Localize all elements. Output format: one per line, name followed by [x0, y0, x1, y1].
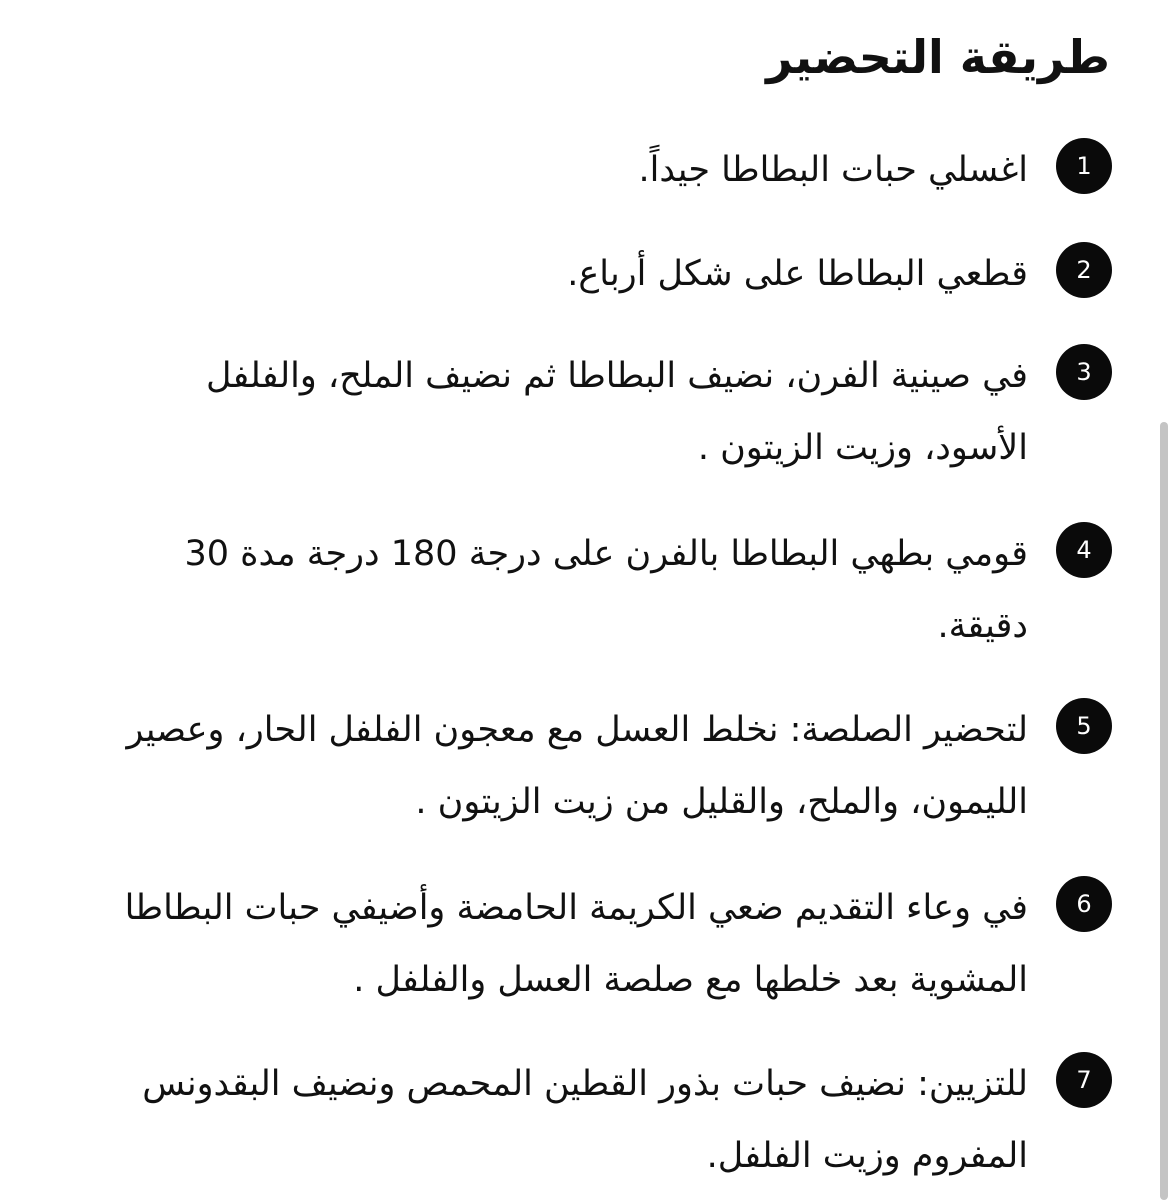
step-text: قومي بطهي البطاطا بالفرن على درجة 180 درجة مدة 30 دقيقة. — [184, 534, 1028, 646]
step-text: اغسلي حبات البطاطا جيداً. — [638, 150, 1028, 190]
step-number-badge: 2 — [1056, 242, 1112, 298]
step-number-badge: 7 — [1056, 1052, 1112, 1108]
step-number-badge: 3 — [1056, 344, 1112, 400]
step-number-badge: 4 — [1056, 522, 1112, 578]
step-text: في وعاء التقديم ضعي الكريمة الحامضة وأضيفي حبات البطاطا المشوية بعد خلطها مع صلصة العسل والفلفل . — [124, 888, 1028, 1000]
step-text: قطعي البطاطا على شكل أرباع. — [567, 254, 1028, 294]
step-number-badge: 5 — [1056, 698, 1112, 754]
step-text: لتحضير الصلصة: نخلط العسل مع معجون الفلفل الحار، وعصير الليمون، والملح، والقليل من زيت الزيتون . — [126, 710, 1028, 822]
step-text: في صينية الفرن، نضيف البطاطا ثم نضيف الملح، والفلفل الأسود، وزيت الزيتون . — [205, 356, 1028, 468]
vertical-scrollbar[interactable] — [1160, 422, 1168, 1200]
step-number-badge: 1 — [1056, 138, 1112, 194]
step-number-badge: 6 — [1056, 876, 1112, 932]
page-title: طريقة التحضير — [766, 30, 1110, 84]
step-text: للتزيين: نضيف حبات بذور القطين المحمص ونضيف البقدونس المفروم وزيت الفلفل. — [142, 1064, 1028, 1176]
